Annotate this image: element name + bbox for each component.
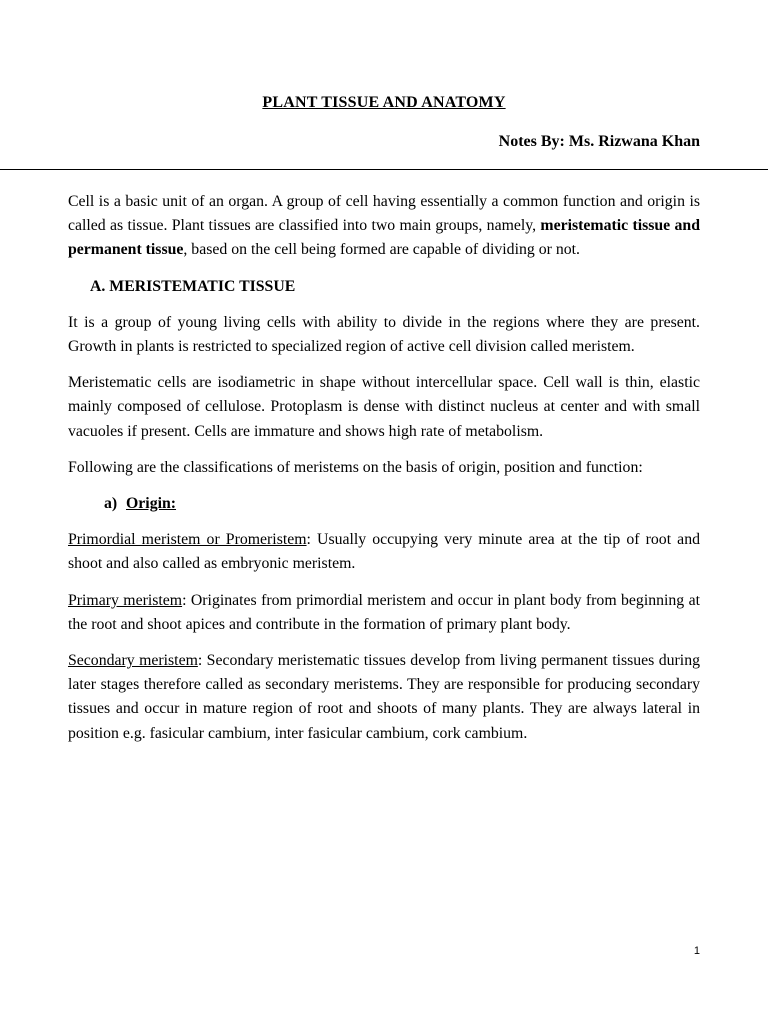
definition-item xyxy=(68,589,700,637)
definition-text: : Originates from primordial meristem and occur in plant body from beginning at the root and shoot apices and contribute in the formation of primary plant body. xyxy=(68,591,700,633)
intro-text-1: Cell is a basic unit of an organ. A group of cell having essentially a common function and origin is called as tissue. Plant tissues are classified into two main groups, namely, xyxy=(68,193,700,235)
intro-paragraph xyxy=(68,190,700,263)
intro-bold-text: meristematic tissue and permanent tissue xyxy=(68,217,700,259)
definition-text: : Secondary meristematic tissues develop from living permanent tissues during later stages therefore called as secondary meristems. They are responsible for producing secondary tissues and occur in mature region of root and shoots of many plants. They are always lateral in position e.g. fasicular cambium, inter fasicular cambium, cork cambium. xyxy=(68,652,700,742)
definition-item xyxy=(68,528,700,576)
intro-text-2: , based on the cell being formed are capable of dividing or not. xyxy=(183,241,580,259)
origin-heading xyxy=(104,492,700,516)
meristematic-cells-paragraph: Meristematic cells are isodiametric in shape without intercellular space. Cell wall is thin, elastic mainly composed of cellulose. Protoplasm is dense with distinct nucleus at center and with small vacuoles if present. Cells are immature and shows high rate of metabolism. xyxy=(68,374,700,440)
page-number: 1 xyxy=(693,945,700,957)
definition-term: Primordial meristem or Promeristem xyxy=(68,531,307,549)
classification-intro-paragraph: Following are the classifications of meristems on the basis of origin, position and function: xyxy=(68,458,643,476)
meristem-definition-paragraph: It is a group of young living cells with ability to divide in the regions where they are present. Growth in plants is restricted to specialized region of active cell division called meristem. xyxy=(68,313,700,356)
definition-term: Primary meristem xyxy=(68,591,183,609)
document-body xyxy=(68,190,700,758)
definition-term: Secondary meristem xyxy=(68,652,198,670)
author-line: Notes By: Ms. Rizwana Khan xyxy=(498,133,700,150)
header-rule xyxy=(0,169,768,170)
section-a-heading: A. MERISTEMATIC TISSUE xyxy=(90,277,296,295)
origin-list-marker: a) xyxy=(104,495,118,513)
document-title: PLANT TISSUE AND ANATOMY xyxy=(262,94,506,111)
definition-text: : Usually occupying very minute area at the tip of root and shoot and also called as embryonic meristem. xyxy=(68,531,700,573)
definition-item xyxy=(68,649,700,746)
origin-heading-text: Origin: xyxy=(126,495,177,513)
